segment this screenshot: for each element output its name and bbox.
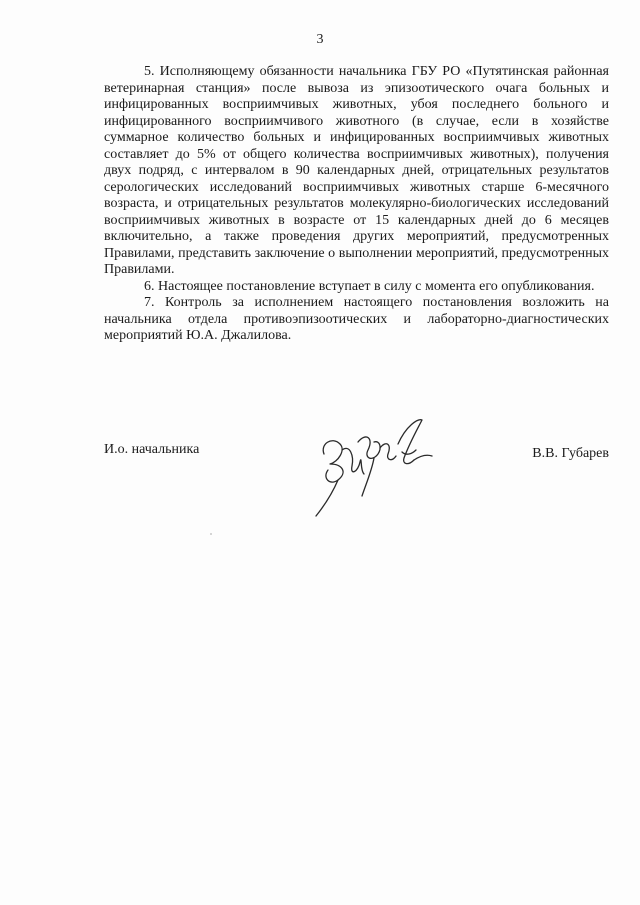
document-body xyxy=(104,64,609,345)
signatory-name: В.В. Губарев xyxy=(532,446,609,461)
signature-block xyxy=(104,440,609,540)
paragraph-6: 6. Настоящее постановление вступает в силу с момента его опубликования. xyxy=(144,278,595,294)
paragraph-5: 5. Исполняющему обязанности начальника ГБУ РО «Путятинская районная ветеринарная станция» после вывоза из эпизоотического очага больных и инфицированных восприимчивых животных, убоя последнего больного и инфицированного восприимчивого животного (в случае, если в хозяйстве суммарное количество больных и инфицированных восприимчивых животных составляет до 5% от общего количества восприимчивых животных), получения двух подряд, с интервалом в 90 календарных дней, отрицательных результатов серологических исследований восприимчивых животных старше 6-месячного возраста, и отрицательных результатов молекулярно-биологических исследований восприимчивых животных в возрасте от 15 календарных дней до 6 месяцев включительно, а также проведения других мероприятий, предусмотренных Правилами, представить заключение о выполнении мероприятий, предусмотренных Правилами. xyxy=(104,64,609,277)
signatory-position: И.о. начальника xyxy=(104,442,200,457)
scan-speck xyxy=(210,533,212,535)
handwritten-signature xyxy=(302,414,442,524)
page-number: 3 xyxy=(316,32,324,47)
paragraph-7: 7. Контроль за исполнением настоящего постановления возложить на начальника отдела противоэпизоотических и лабораторно-диагностических мероприятий Ю.А. Джалилова. xyxy=(104,295,609,343)
